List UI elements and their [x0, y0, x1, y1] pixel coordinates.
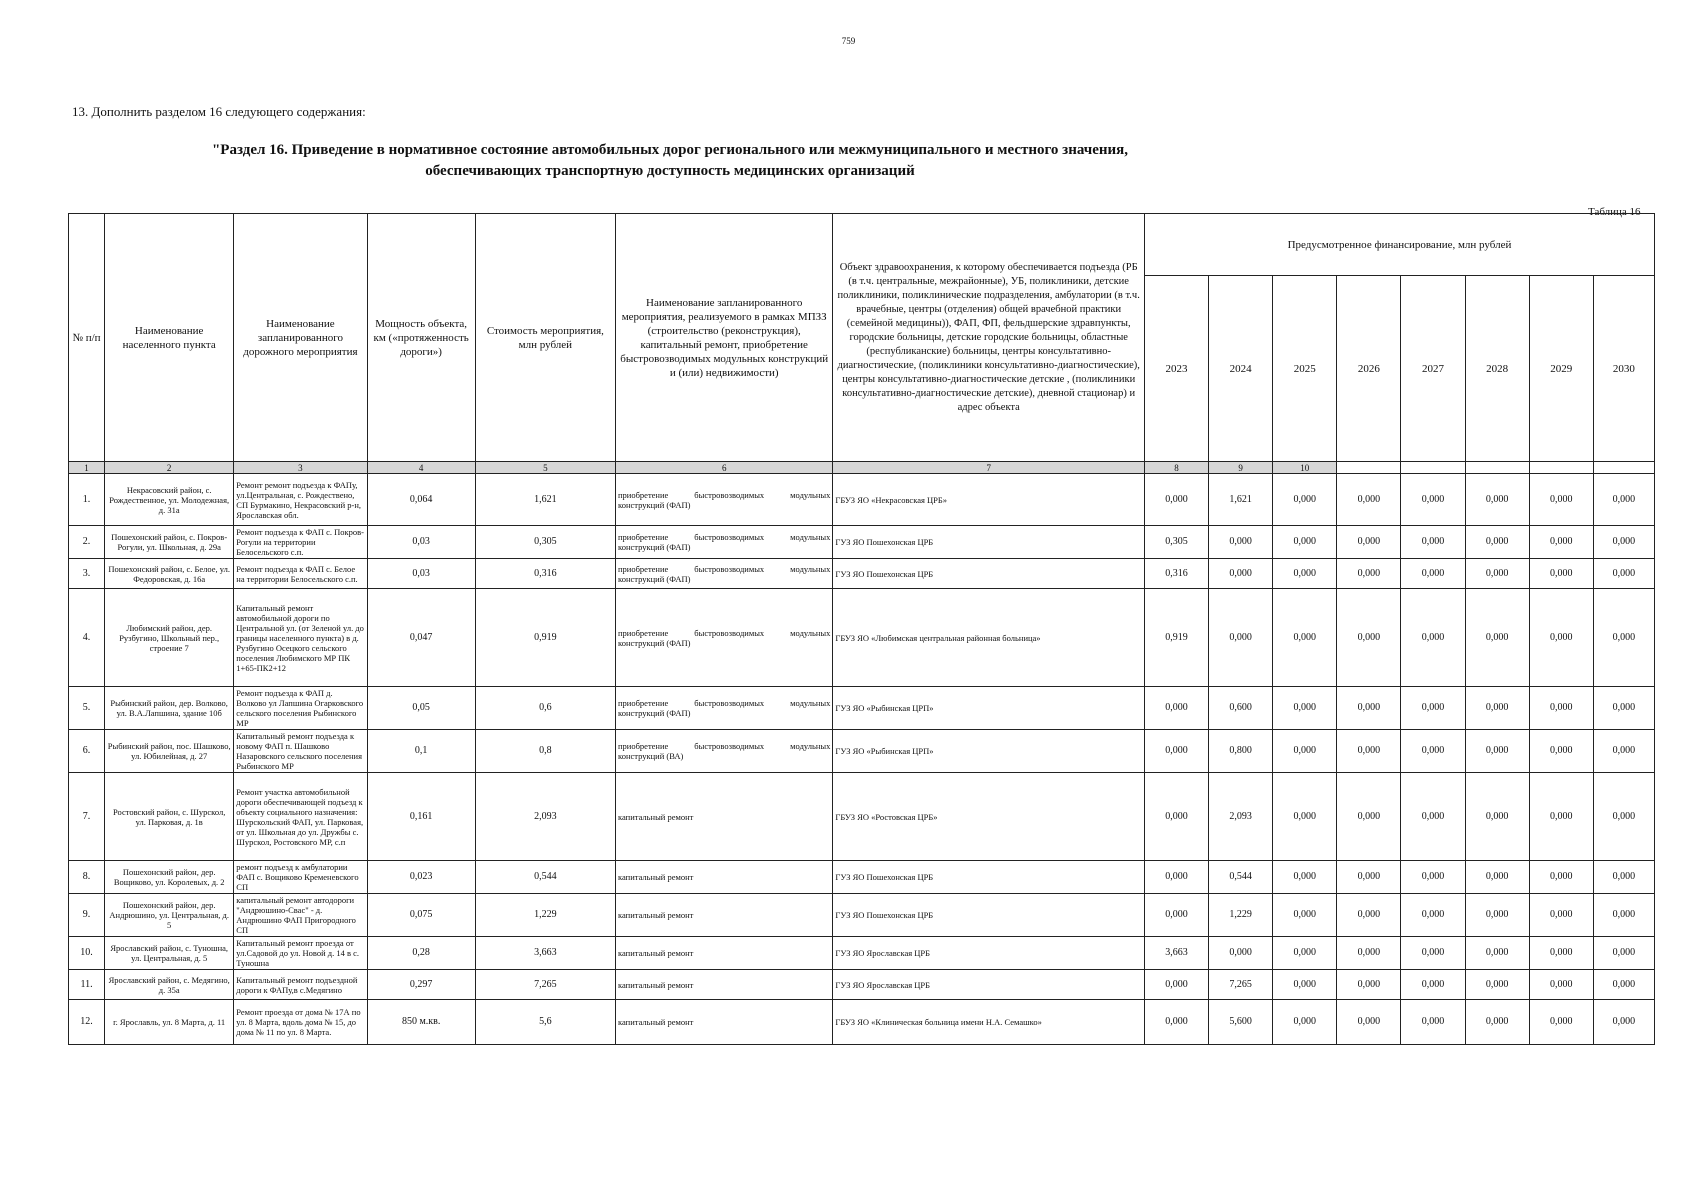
header-capacity: Мощность объекта, км («протяженность дороги») [367, 214, 475, 462]
year-amount-cell: 5,600 [1209, 1000, 1273, 1045]
mpzz-event-cell: приобретение быстровозводимых модульных конструкций (ФАП) [616, 474, 833, 526]
health-object-cell: ГБУЗ ЯО «Клиническая больница имени Н.А. Семашко» [833, 1000, 1145, 1045]
year-amount-cell: 0,000 [1273, 474, 1337, 526]
year-amount-cell: 0,000 [1593, 773, 1654, 861]
col-number: 7 [833, 462, 1145, 474]
table-label: Таблица 16 [1588, 206, 1641, 218]
year-amount-cell: 0,919 [1144, 589, 1208, 687]
settlement-cell: Ярославский район, с. Медягино, д. 35а [105, 970, 234, 1000]
year-amount-cell: 7,265 [1209, 970, 1273, 1000]
road-event-cell: Капитальный ремонт подъезда к новому ФАП п. Шашково Назаровского сельского поселения Рыбинского МР [234, 730, 367, 773]
health-object-cell: ГУЗ ЯО «Рыбинская ЦРП» [833, 730, 1145, 773]
mpzz-event-cell: приобретение быстровозводимых модульных конструкций (ФАП) [616, 589, 833, 687]
table-row [69, 937, 1655, 970]
table-row [69, 970, 1655, 1000]
col-number: 3 [234, 462, 367, 474]
section-title [140, 140, 1200, 182]
cost-cell: 0,8 [475, 730, 615, 773]
road-event-cell: Ремонт подъезда к ФАП с. Покров-Рогули на территории Белосельского с.п. [234, 526, 367, 559]
header-year: 2027 [1401, 276, 1465, 462]
mpzz-event-cell: капитальный ремонт [616, 773, 833, 861]
table-row [69, 894, 1655, 937]
col-number: 6 [616, 462, 833, 474]
settlement-cell: Любимский район, дер. Рузбугино, Школьный пер., строение 7 [105, 589, 234, 687]
year-amount-cell: 0,000 [1593, 589, 1654, 687]
col-number: 10 [1273, 462, 1337, 474]
table-row [69, 730, 1655, 773]
col-number: 9 [1209, 462, 1273, 474]
year-amount-cell: 0,000 [1401, 1000, 1465, 1045]
year-amount-cell: 0,000 [1273, 937, 1337, 970]
year-amount-cell: 0,000 [1337, 970, 1401, 1000]
cost-cell: 0,305 [475, 526, 615, 559]
capacity-cell: 0,075 [367, 894, 475, 937]
row-number: 3. [69, 559, 105, 589]
capacity-cell: 0,023 [367, 861, 475, 894]
year-amount-cell: 0,000 [1465, 1000, 1529, 1045]
year-amount-cell: 0,000 [1337, 687, 1401, 730]
col-number: 2 [105, 462, 234, 474]
mpzz-event-cell: приобретение быстровозводимых модульных конструкций (ФАП) [616, 559, 833, 589]
road-event-cell: Ремонт ремонт подъезда к ФАПу, ул.Центральная, с. Рождествено, СП Бурмакино, Некрасовский р-н, Ярославская обл. [234, 474, 367, 526]
year-amount-cell: 0,000 [1273, 894, 1337, 937]
header-object: Объект здравоохранения, к которому обеспечивается подъезда (РБ (в т.ч. центральные, межрайонные), УБ, поликлиники, детские поликлиники, поликлинические подразделения, амбулатории (в т.ч. врачебные, центры (отделения) общей врачебной практики (семейной медицины)), ФАП, ФП, фельдшерские здравпункты, городские больницы, детские городские больницы, областные (республиканские) больницы, центры консультативно-диагностические, (поликлиники консультативно-диагностические), центры консультативно-диагностические детские , (поликлиники консультативно-диагностические детские), дневной стационар) и адрес объекта [833, 214, 1145, 462]
settlement-cell: Ростовский район, с. Шурскол, ул. Парковая, д. 1в [105, 773, 234, 861]
road-event-cell: Капитальный ремонт подъездной дороги к ФАПу,в с.Медягино [234, 970, 367, 1000]
year-amount-cell: 0,000 [1401, 687, 1465, 730]
year-amount-cell: 0,000 [1273, 559, 1337, 589]
mpzz-event-cell: приобретение быстровозводимых модульных конструкций (ВА) [616, 730, 833, 773]
capacity-cell: 850 м.кв. [367, 1000, 475, 1045]
year-amount-cell: 0,000 [1529, 730, 1593, 773]
header-year: 2025 [1273, 276, 1337, 462]
year-amount-cell: 0,000 [1465, 773, 1529, 861]
header-year: 2029 [1529, 276, 1593, 462]
road-event-cell: Ремонт подъезда к ФАП д. Волково ул Лапшина Огарковского сельского поселения Рыбинского МР [234, 687, 367, 730]
table-row [69, 687, 1655, 730]
year-amount-cell: 0,000 [1144, 687, 1208, 730]
row-number: 12. [69, 1000, 105, 1045]
year-amount-cell: 0,000 [1273, 589, 1337, 687]
year-amount-cell: 0,000 [1273, 526, 1337, 559]
header-cost: Стоимость мероприятия, млн рублей [475, 214, 615, 462]
page-number: 759 [841, 36, 856, 46]
settlement-cell: Ярославский район, с. Туношна, ул. Центральная, д. 5 [105, 937, 234, 970]
year-amount-cell: 3,663 [1144, 937, 1208, 970]
road-event-cell: Капитальный ремонт проезда от ул.Садовой до ул. Новой д. 14 в с. Туношна [234, 937, 367, 970]
cost-cell: 1,229 [475, 894, 615, 937]
capacity-cell: 0,1 [367, 730, 475, 773]
year-amount-cell: 0,000 [1273, 730, 1337, 773]
col-number: 8 [1144, 462, 1208, 474]
col-number: 4 [367, 462, 475, 474]
cost-cell: 3,663 [475, 937, 615, 970]
health-object-cell: ГБУЗ ЯО «Ростовская ЦРБ» [833, 773, 1145, 861]
health-object-cell: ГУЗ ЯО Пошехонская ЦРБ [833, 894, 1145, 937]
row-number: 4. [69, 589, 105, 687]
row-number: 9. [69, 894, 105, 937]
health-object-cell: ГУЗ ЯО Пошехонская ЦРБ [833, 861, 1145, 894]
year-amount-cell: 0,000 [1401, 589, 1465, 687]
mpzz-event-cell: капитальный ремонт [616, 894, 833, 937]
year-amount-cell: 0,000 [1593, 730, 1654, 773]
row-number: 6. [69, 730, 105, 773]
year-amount-cell: 0,000 [1209, 526, 1273, 559]
year-amount-cell: 0,000 [1209, 937, 1273, 970]
year-amount-cell: 0,000 [1529, 894, 1593, 937]
capacity-cell: 0,05 [367, 687, 475, 730]
year-amount-cell: 0,000 [1401, 773, 1465, 861]
year-amount-cell: 1,229 [1209, 894, 1273, 937]
year-amount-cell: 0,000 [1337, 589, 1401, 687]
row-number: 8. [69, 861, 105, 894]
year-amount-cell: 0,000 [1465, 526, 1529, 559]
col-number [1593, 462, 1654, 474]
year-amount-cell: 0,000 [1401, 730, 1465, 773]
row-number: 10. [69, 937, 105, 970]
road-event-cell: ремонт подъезд к амбулатории ФАП с. Вощиково Кременевского СП [234, 861, 367, 894]
year-amount-cell: 0,000 [1593, 687, 1654, 730]
year-amount-cell: 0,000 [1144, 970, 1208, 1000]
cost-cell: 0,316 [475, 559, 615, 589]
mpzz-event-cell: приобретение быстровозводимых модульных конструкций (ФАП) [616, 526, 833, 559]
year-amount-cell: 0,000 [1337, 894, 1401, 937]
table-row [69, 559, 1655, 589]
year-amount-cell: 0,000 [1593, 526, 1654, 559]
header-settlement: Наименование населенного пункта [105, 214, 234, 462]
year-amount-cell: 0,000 [1337, 861, 1401, 894]
year-amount-cell: 0,000 [1529, 559, 1593, 589]
year-amount-cell: 0,000 [1465, 937, 1529, 970]
road-event-cell: Капитальный ремонт автомобильной дороги по Центральной ул. (от Зеленой ул. до границы населенного пункта) в д. Рузбугино Осецкого сельского поселения Любимского МР ПК 1+65-ПК2+12 [234, 589, 367, 687]
year-amount-cell: 0,000 [1144, 730, 1208, 773]
capacity-cell: 0,047 [367, 589, 475, 687]
column-number-row [69, 462, 1655, 474]
table-row [69, 474, 1655, 526]
year-amount-cell: 0,000 [1529, 861, 1593, 894]
year-amount-cell: 0,000 [1593, 559, 1654, 589]
year-amount-cell: 0,000 [1144, 894, 1208, 937]
year-amount-cell: 0,000 [1337, 937, 1401, 970]
row-number: 1. [69, 474, 105, 526]
health-object-cell: ГУЗ ЯО Пошехонская ЦРБ [833, 526, 1145, 559]
year-amount-cell: 0,000 [1593, 861, 1654, 894]
header-year: 2030 [1593, 276, 1654, 462]
year-amount-cell: 0,000 [1593, 474, 1654, 526]
capacity-cell: 0,064 [367, 474, 475, 526]
year-amount-cell: 0,000 [1144, 861, 1208, 894]
year-amount-cell: 0,000 [1144, 773, 1208, 861]
road-event-cell: Ремонт участка автомобильной дороги обеспечивающей подъезд к объекту социального назначения: Шурскольский ФАП, ул. Парковая, от ул. Школьная до ул. Дружбы с. Шурскол, Ростовского МР, с.п [234, 773, 367, 861]
mpzz-event-cell: приобретение быстровозводимых модульных конструкций (ФАП) [616, 687, 833, 730]
road-event-cell: Ремонт подъезда к ФАП с. Белое на территории Белосельского с.п. [234, 559, 367, 589]
mpzz-event-cell: капитальный ремонт [616, 1000, 833, 1045]
col-number [1529, 462, 1593, 474]
year-amount-cell: 0,000 [1337, 559, 1401, 589]
header-year: 2024 [1209, 276, 1273, 462]
health-object-cell: ГБУЗ ЯО «Любимская центральная районная больница» [833, 589, 1145, 687]
header-road-event: Наименование запланированного дорожного мероприятия [234, 214, 367, 462]
col-number [1401, 462, 1465, 474]
year-amount-cell: 0,000 [1273, 773, 1337, 861]
cost-cell: 0,6 [475, 687, 615, 730]
settlement-cell: Рыбинский район, дер. Волково, ул. В.А.Лапшина, здание 10б [105, 687, 234, 730]
header-no: № п/п [69, 214, 105, 462]
year-amount-cell: 0,000 [1593, 970, 1654, 1000]
year-amount-cell: 0,000 [1337, 773, 1401, 861]
col-number: 1 [69, 462, 105, 474]
year-amount-cell: 0,000 [1593, 1000, 1654, 1045]
year-amount-cell: 0,000 [1529, 526, 1593, 559]
year-amount-cell: 0,000 [1465, 687, 1529, 730]
settlement-cell: г. Ярославль, ул. 8 Марта, д. 11 [105, 1000, 234, 1045]
year-amount-cell: 0,000 [1273, 687, 1337, 730]
road-event-cell: капитальный ремонт автодороги "Андрюшино-Свас" - д. Андрюшино ФАП Пригородного СП [234, 894, 367, 937]
year-amount-cell: 0,000 [1593, 894, 1654, 937]
mpzz-event-cell: капитальный ремонт [616, 937, 833, 970]
mpzz-event-cell: капитальный ремонт [616, 970, 833, 1000]
row-number: 11. [69, 970, 105, 1000]
health-object-cell: ГУЗ ЯО Ярославская ЦРБ [833, 970, 1145, 1000]
capacity-cell: 0,297 [367, 970, 475, 1000]
year-amount-cell: 0,000 [1465, 970, 1529, 1000]
cost-cell: 5,6 [475, 1000, 615, 1045]
capacity-cell: 0,03 [367, 526, 475, 559]
year-amount-cell: 1,621 [1209, 474, 1273, 526]
year-amount-cell: 0,000 [1529, 687, 1593, 730]
row-number: 7. [69, 773, 105, 861]
year-amount-cell: 0,800 [1209, 730, 1273, 773]
table-row [69, 526, 1655, 559]
year-amount-cell: 0,000 [1529, 474, 1593, 526]
capacity-cell: 0,161 [367, 773, 475, 861]
cost-cell: 1,621 [475, 474, 615, 526]
row-number: 2. [69, 526, 105, 559]
year-amount-cell: 0,000 [1209, 589, 1273, 687]
cost-cell: 0,919 [475, 589, 615, 687]
year-amount-cell: 0,000 [1209, 559, 1273, 589]
year-amount-cell: 0,000 [1401, 559, 1465, 589]
year-amount-cell: 0,000 [1144, 474, 1208, 526]
year-amount-cell: 0,000 [1465, 589, 1529, 687]
year-amount-cell: 0,000 [1401, 937, 1465, 970]
title-line-2: обеспечивающих транспортную доступность медицинских организаций [425, 163, 915, 179]
year-amount-cell: 0,000 [1337, 474, 1401, 526]
year-amount-cell: 0,000 [1529, 1000, 1593, 1045]
col-number: 5 [475, 462, 615, 474]
year-amount-cell: 2,093 [1209, 773, 1273, 861]
col-number [1337, 462, 1401, 474]
header-mpzz: Наименование запланированного мероприятия, реализуемого в рамках МПЗЗ (строительство (реконструкция), капитальный ремонт, приобретение быстровозводимых модульных конструкций и (или) недвижимости) [616, 214, 833, 462]
year-amount-cell: 0,000 [1401, 474, 1465, 526]
title-line-1: "Раздел 16. Приведение в нормативное состояние автомобильных дорог регионального или межмуниципального и местного значения, [211, 142, 1129, 158]
intro-text: 13. Дополнить разделом 16 следующего содержания: [72, 104, 366, 119]
health-object-cell: ГУЗ ЯО Ярославская ЦРБ [833, 937, 1145, 970]
health-object-cell: ГУЗ ЯО «Рыбинская ЦРП» [833, 687, 1145, 730]
year-amount-cell: 0,000 [1273, 861, 1337, 894]
row-number: 5. [69, 687, 105, 730]
year-amount-cell: 0,000 [1144, 1000, 1208, 1045]
year-amount-cell: 0,000 [1273, 970, 1337, 1000]
year-amount-cell: 0,600 [1209, 687, 1273, 730]
settlement-cell: Некрасовский район, с. Рождественное, ул. Молодежная, д. 31а [105, 474, 234, 526]
table-row [69, 773, 1655, 861]
header-year: 2028 [1465, 276, 1529, 462]
health-object-cell: ГУЗ ЯО Пошехонская ЦРБ [833, 559, 1145, 589]
year-amount-cell: 0,000 [1401, 526, 1465, 559]
header-year: 2023 [1144, 276, 1208, 462]
settlement-cell: Рыбинский район, пос. Шашково, ул. Юбилейная, д. 27 [105, 730, 234, 773]
table-row [69, 861, 1655, 894]
health-object-cell: ГБУЗ ЯО «Некрасовская ЦРБ» [833, 474, 1145, 526]
capacity-cell: 0,03 [367, 559, 475, 589]
financing-table [68, 213, 1655, 1045]
cost-cell: 2,093 [475, 773, 615, 861]
year-amount-cell: 0,000 [1529, 773, 1593, 861]
year-amount-cell: 0,000 [1529, 937, 1593, 970]
cost-cell: 7,265 [475, 970, 615, 1000]
year-amount-cell: 0,305 [1144, 526, 1208, 559]
year-amount-cell: 0,000 [1401, 970, 1465, 1000]
year-amount-cell: 0,000 [1465, 559, 1529, 589]
cost-cell: 0,544 [475, 861, 615, 894]
year-amount-cell: 0,000 [1273, 1000, 1337, 1045]
road-event-cell: Ремонт проезда от дома № 17А по ул. 8 Марта, вдоль дома № 15, до дома № 11 по ул. 8 Марта. [234, 1000, 367, 1045]
header-year: 2026 [1337, 276, 1401, 462]
table-row [69, 1000, 1655, 1045]
year-amount-cell: 0,000 [1337, 730, 1401, 773]
year-amount-cell: 0,000 [1465, 894, 1529, 937]
year-amount-cell: 0,000 [1465, 474, 1529, 526]
settlement-cell: Пошехонский район, дер. Вощиково, ул. Королевых, д. 2 [105, 861, 234, 894]
settlement-cell: Пошехонский район, дер. Андрюшино, ул. Центральная, д. 5 [105, 894, 234, 937]
year-amount-cell: 0,000 [1337, 526, 1401, 559]
header-financing: Предусмотренное финансирование, млн рублей [1144, 214, 1654, 276]
year-amount-cell: 0,000 [1401, 861, 1465, 894]
year-amount-cell: 0,000 [1465, 730, 1529, 773]
year-amount-cell: 0,316 [1144, 559, 1208, 589]
capacity-cell: 0,28 [367, 937, 475, 970]
year-amount-cell: 0,000 [1593, 937, 1654, 970]
year-amount-cell: 0,000 [1337, 1000, 1401, 1045]
settlement-cell: Пошехонский район, с. Покров-Рогули, ул. Школьная, д. 29а [105, 526, 234, 559]
mpzz-event-cell: капитальный ремонт [616, 861, 833, 894]
col-number [1465, 462, 1529, 474]
year-amount-cell: 0,000 [1529, 589, 1593, 687]
year-amount-cell: 0,000 [1401, 894, 1465, 937]
year-amount-cell: 0,000 [1465, 861, 1529, 894]
year-amount-cell: 0,544 [1209, 861, 1273, 894]
settlement-cell: Пошехонский район, с. Белое, ул. Федоровская, д. 16а [105, 559, 234, 589]
table-row [69, 589, 1655, 687]
year-amount-cell: 0,000 [1529, 970, 1593, 1000]
